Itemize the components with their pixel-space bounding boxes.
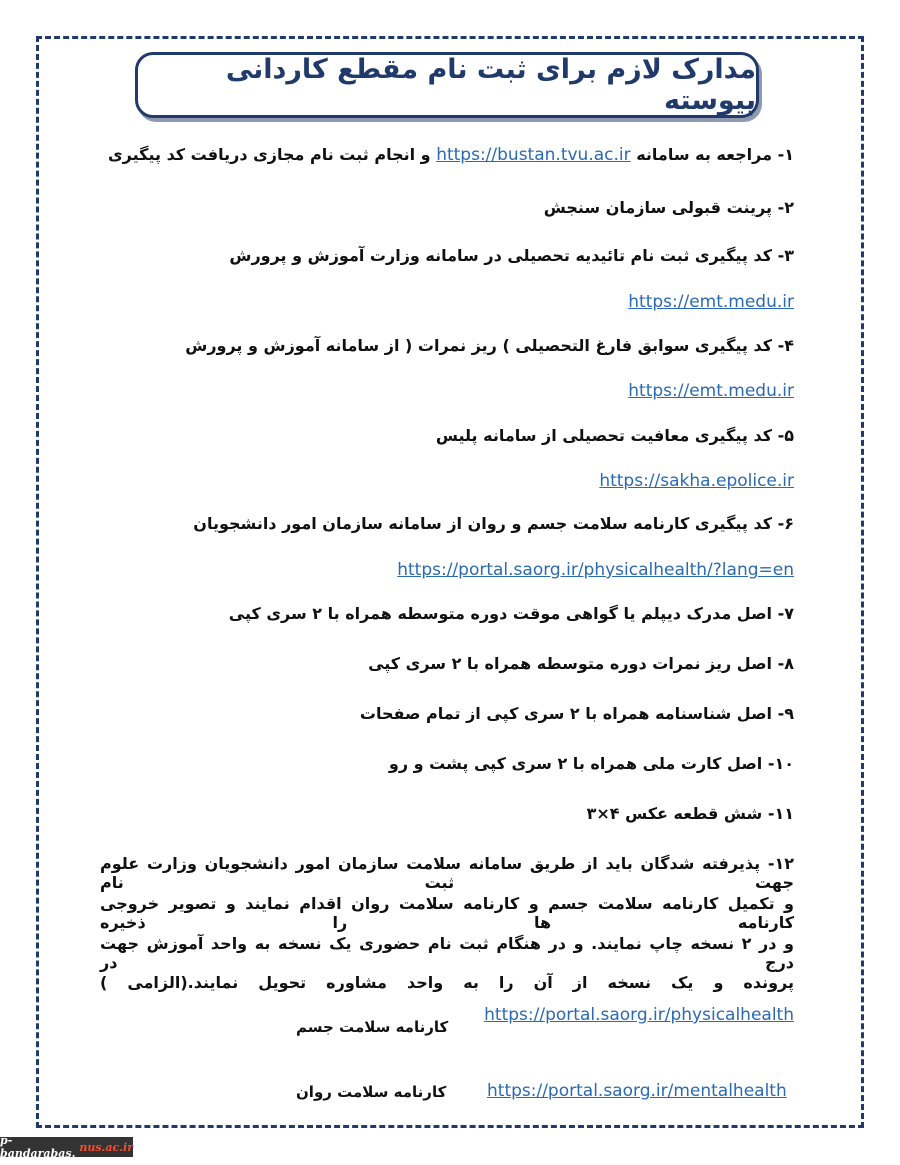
page-title: مدارک لازم برای ثبت نام مقطع کاردانی پیوسته	[225, 54, 756, 116]
item-11: ۱۱- شش قطعه عکس ۴×۳	[586, 804, 794, 823]
item-12-line-3: و در ۲ نسخه چاپ نمایند. و در هنگام ثبت نام حضوری یک نسخه به واحد آموزش جهت درج در	[100, 934, 794, 972]
item-3-link-row	[628, 292, 794, 312]
watermark-prefix: p-bandarabas.	[0, 1134, 76, 1160]
item-4: ۴- کد پیگیری سوابق فارغ التحصیلی ) ریز نمرات ( از سامانه آموزش و پرورش	[185, 336, 794, 355]
item-10: ۱۰- اصل کارت ملی همراه با ۲ سری کپی پشت و رو	[388, 754, 794, 773]
site-watermark-badge	[0, 1134, 133, 1160]
item-5-link-row	[599, 471, 794, 491]
physicalhealth-lang-link[interactable]: https://portal.saorg.ir/physicalhealth/?lang=en	[397, 560, 794, 580]
item-6-link-row	[397, 560, 794, 580]
mental-health-link-row	[487, 1081, 787, 1101]
physical-health-label: کارنامه سلامت جسم	[296, 1018, 449, 1036]
physical-health-link-row	[484, 1005, 794, 1025]
emt-link-1[interactable]: https://emt.medu.ir	[628, 292, 794, 312]
title-box	[135, 52, 759, 118]
item-12-line-2: و تکمیل کارنامه سلامت جسم و کارنامه سلامت روان اقدام نمایند و تصویر خروجی کارنامه ها را ذخیره	[100, 894, 794, 932]
sakha-link[interactable]: https://sakha.epolice.ir	[599, 471, 794, 491]
item-4-link-row	[628, 381, 794, 401]
item-7: ۷- اصل مدرک دیپلم یا گواهی موقت دوره متوسطه همراه با ۲ سری کپی	[228, 604, 794, 623]
item-3: ۳- کد پیگیری ثبت نام تائیدیه تحصیلی در سامانه وزارت آموزش و پرورش	[229, 246, 794, 265]
emt-link-2[interactable]: https://emt.medu.ir	[628, 381, 794, 401]
bustan-link[interactable]: https://bustan.tvu.ac.ir	[436, 145, 631, 165]
physicalhealth-link[interactable]: https://portal.saorg.ir/physicalhealth	[484, 1005, 794, 1025]
item-9: ۹- اصل شناسنامه همراه با ۲ سری کپی از تمام صفحات	[359, 704, 794, 723]
item-1	[100, 145, 794, 165]
mentalhealth-link[interactable]: https://portal.saorg.ir/mentalhealth	[487, 1081, 787, 1101]
mental-health-label: کارنامه سلامت روان	[296, 1083, 447, 1101]
item-1-text-start: ۱- مراجعه به سامانه	[636, 145, 794, 164]
item-12-line-1: ۱۲- پذیرفته شدگان باید از طریق سامانه سلامت سازمان امور دانشجویان وزارت علوم جهت ثبت نام	[100, 854, 794, 892]
item-2: ۲- پرینت قبولی سازمان سنجش	[543, 198, 794, 217]
item-1-text-end: و انجام ثبت نام مجازی دریافت کد پیگیری	[108, 145, 431, 164]
watermark-domain: nus.ac.ir	[79, 1140, 133, 1154]
item-6: ۶- کد پیگیری کارنامه سلامت جسم و روان از سامانه سازمان امور دانشجویان	[193, 514, 794, 533]
item-12-line-4: پرونده و یک نسخه از آن را به واحد مشاوره تحویل نمایند.(الزامی )	[100, 973, 794, 992]
item-5: ۵- کد پیگیری معافیت تحصیلی از سامانه پلیس	[435, 426, 794, 445]
item-8: ۸- اصل ریز نمرات دوره متوسطه همراه با ۲ سری کپی	[368, 654, 794, 673]
